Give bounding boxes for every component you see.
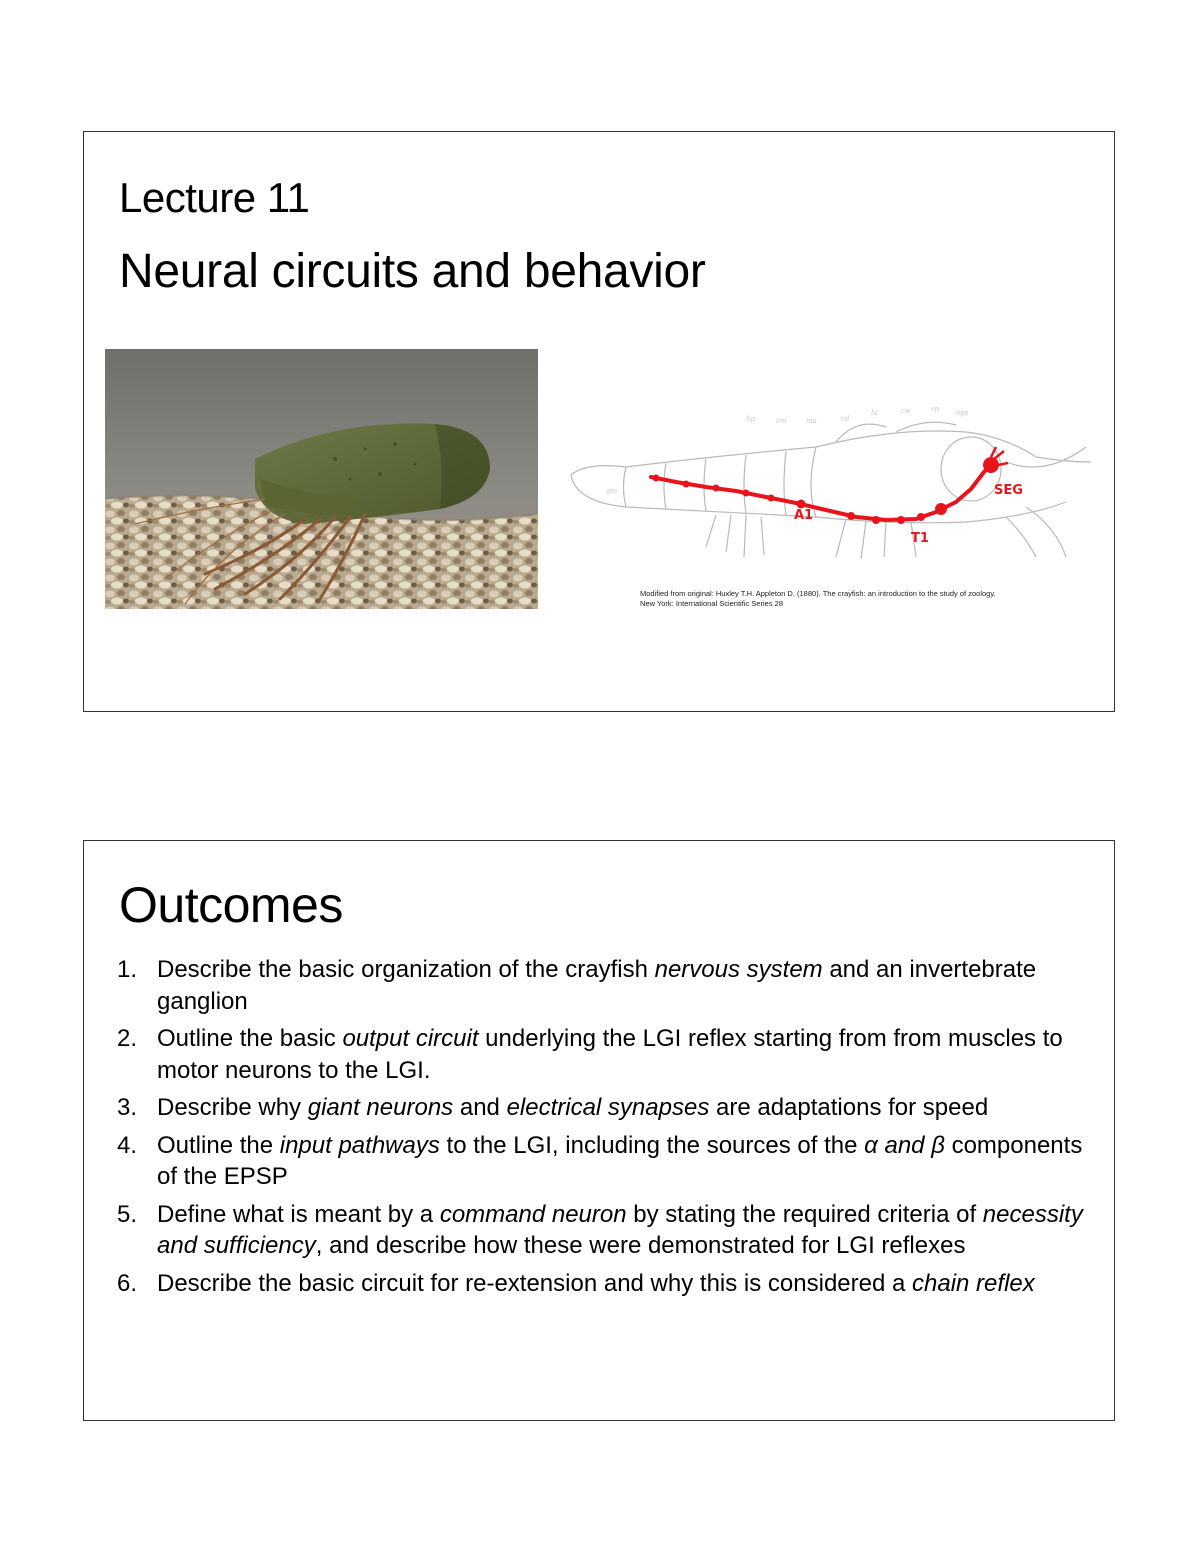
outcome-number: 5. (117, 1200, 138, 1228)
svg-text:cd: cd (841, 415, 850, 423)
outcome-text: Define what is meant by a (157, 1200, 440, 1228)
lecture-title: Neural circuits and behavior (119, 245, 706, 298)
outcome-item (117, 954, 1092, 1017)
outcome-emphasis: output circuit (342, 1025, 479, 1052)
svg-text:hp: hp (746, 415, 755, 423)
outcome-item (117, 1023, 1092, 1086)
title-slide (83, 131, 1115, 712)
crayfish-nervous-system-diagram (566, 407, 1096, 567)
outcome-item (117, 1268, 1092, 1300)
outcomes-list (117, 954, 1092, 1305)
outcome-emphasis: electrical synapses (506, 1094, 710, 1121)
outcome-text: Outline the basic (157, 1025, 343, 1052)
outcome-text: and (453, 1094, 507, 1121)
outcome-emphasis: nervous system (654, 956, 823, 983)
outcome-item (117, 1092, 1092, 1124)
outcome-item (117, 1199, 1092, 1262)
outcome-emphasis: input pathways (279, 1131, 440, 1159)
outcome-text: Describe why (157, 1094, 308, 1121)
outcome-emphasis: necessity and sufficiency (157, 1200, 1083, 1259)
outcome-number: 4. (117, 1131, 138, 1159)
svg-text:ma: ma (806, 417, 817, 425)
outcome-number: 3. (117, 1094, 138, 1121)
outcome-text: to the LGI, including the sources of the (439, 1131, 865, 1159)
outcome-text: and an invertebrate ganglion (157, 956, 1037, 1015)
svg-text:cw: cw (901, 407, 911, 415)
svg-text:sp: sp (931, 407, 940, 413)
figure-credit (640, 589, 1090, 609)
crayfish-photo (105, 349, 538, 609)
outcome-text: , and describe how these were demonstrated for LGI reflexes (315, 1232, 966, 1259)
outcome-emphasis: command neuron (439, 1200, 627, 1228)
outcome-emphasis: chain reflex (912, 1269, 1035, 1297)
lecture-number: Lecture 11 (119, 174, 310, 221)
outcome-text: Describe the basic circuit for re-extension and why this is considered a (157, 1269, 913, 1297)
outcome-number: 1. (117, 956, 138, 983)
svg-text:la: la (871, 409, 878, 417)
credit-line-1: Modified from original: Huxley T.H. Appleton D. (1880). The crayfish: an introduction to the study of zoology. (640, 589, 996, 598)
outcome-item (117, 1130, 1092, 1193)
outcome-emphasis: giant neurons (307, 1094, 454, 1121)
outcome-text: by stating the required criteria of (626, 1200, 983, 1228)
outcome-emphasis: α and β (864, 1131, 945, 1159)
outcome-text: Outline the (157, 1131, 280, 1159)
t1-label: T1 (911, 531, 929, 546)
svg-text:ops: ops (956, 409, 969, 417)
outcomes-slide (83, 840, 1115, 1421)
credit-line-2: New York: International Scientific Series 28 (640, 599, 783, 608)
outcomes-title: Outcomes (119, 877, 343, 933)
outcome-number: 2. (117, 1025, 138, 1052)
outcome-number: 6. (117, 1269, 138, 1297)
svg-text:cm: cm (776, 417, 787, 425)
outcome-text: Describe the basic organization of the crayfish (157, 956, 655, 983)
outcome-text: components of the EPSP (157, 1131, 1083, 1190)
outcome-text: underlying the LGI reflex starting from from muscles to motor neurons to the LGI. (157, 1025, 1063, 1084)
outcome-text: are adaptations for speed (709, 1094, 989, 1121)
seg-label: SEG (994, 483, 1023, 498)
svg-text:gm: gm (606, 487, 618, 495)
a1-label: A1 (794, 508, 814, 523)
